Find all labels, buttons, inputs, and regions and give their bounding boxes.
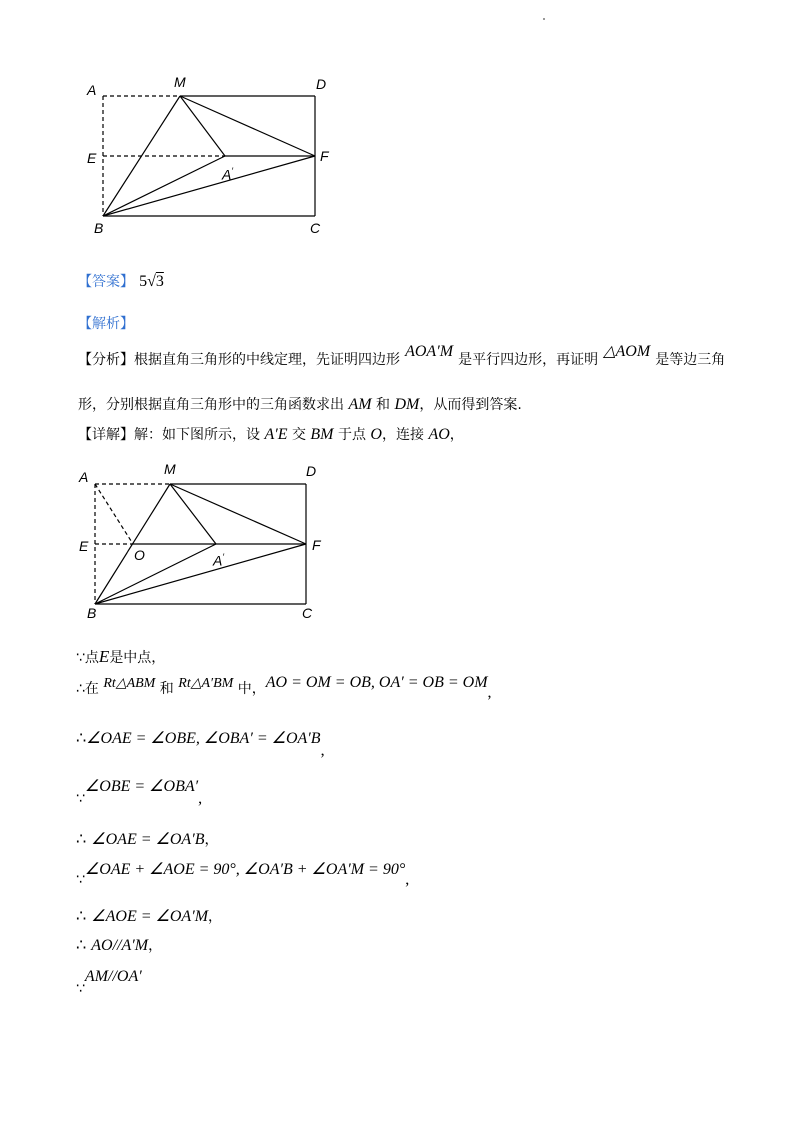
proof-l8-end: ， (148, 938, 163, 954)
proof-l2-b: 和 (155, 681, 179, 697)
fig2-label-A: A (79, 469, 89, 485)
proof-l7-eq: ∠AOE = ∠OA′M (91, 908, 209, 925)
analysis-tag: 【分析】 (78, 352, 134, 368)
fig1-MA1 (180, 96, 225, 156)
proof-l6-end: , (405, 871, 410, 888)
fig2-label-E: E (79, 538, 89, 554)
analysis-quad: AOA′M (405, 343, 454, 360)
proof-l3-eq: ∠OAE = ∠OBE, ∠OBA′ = ∠OA′B (86, 730, 321, 747)
fig1-MF (180, 96, 315, 156)
detail-bm: BM (310, 426, 334, 443)
fig1-MB (103, 96, 180, 216)
proof-line-9 (76, 966, 142, 997)
because-symbol: ∵ (76, 872, 85, 888)
proof-l6-eq: ∠OAE + ∠AOE = 90°, ∠OA′B + ∠OA′M = 90° (84, 861, 406, 878)
therefore-symbol: ∴ (76, 935, 87, 954)
detail-t5: ， (449, 427, 464, 443)
fig1-label-M: M (174, 74, 186, 90)
proof-l7-end: ， (208, 909, 223, 925)
fig1-label-D: D (316, 76, 327, 92)
proof-l8-eq: AO//A′M (91, 937, 149, 954)
detail-t2: 交 (287, 427, 311, 443)
therefore-symbol: ∴ (76, 681, 85, 697)
fig1-BA1 (103, 156, 225, 216)
proof-l1-e: E (98, 647, 110, 666)
analysis-triangle: △AOM (603, 343, 651, 360)
therefore-symbol: ∴ (76, 728, 87, 747)
proof-l2-rt1: Rt△ABM (103, 676, 156, 691)
answer-tag: 【答案】 (78, 274, 134, 290)
fig2-BF (95, 544, 306, 604)
fig2-dashed-AO (95, 484, 133, 544)
proof-l2-end: , (487, 684, 492, 701)
fig1-label-C: C (310, 220, 321, 236)
analysis-line-2 (78, 394, 522, 414)
detail-line (78, 424, 464, 444)
detail-t3: 于点 (333, 427, 371, 443)
proof-line-3 (76, 728, 325, 759)
analysis-text-1: 根据直角三角形的中线定理，先证明四边形 (134, 352, 400, 368)
fig2-label-B: B (87, 605, 97, 621)
analysis-text-2: 是平行四边形，再证明 (458, 352, 599, 368)
analysis-heading: 【解析】 (78, 316, 134, 332)
fig1-label-A: A (87, 82, 97, 98)
proof-l2-eq: AO = OM = OB, OA′ = OB = OM (265, 674, 488, 691)
fig2-label-M: M (164, 461, 176, 477)
fig2-BA1 (95, 544, 216, 604)
proof-line-5 (76, 829, 218, 849)
fig1-label-E: E (87, 150, 97, 166)
fig2-label-F: F (312, 537, 321, 553)
proof-line-8 (76, 935, 162, 955)
because-symbol: ∵ (76, 650, 85, 666)
sqrt-symbol: √3 (147, 273, 164, 290)
answer-line (78, 271, 164, 291)
analysis-text-3: 是等边三角 (655, 352, 726, 368)
proof-l2-a: 在 (84, 681, 104, 697)
detail-t4: ，连接 (381, 427, 429, 443)
detail-o: O (370, 426, 382, 443)
answer-radicand: 3 (155, 273, 164, 290)
analysis-line2-b: ，从而得到答案. (419, 397, 522, 413)
proof-l5-end: ， (204, 832, 219, 848)
detail-ae: A′E (264, 426, 288, 443)
analysis-and: 和 (371, 397, 395, 413)
analysis-line2-a: 形，分别根据直角三角形中的三角函数求出 (78, 397, 349, 413)
proof-line-7 (76, 906, 222, 926)
fig1-BF (103, 156, 315, 216)
proof-l3-end: , (320, 742, 325, 759)
proof-line-2 (76, 674, 492, 701)
proof-line-6 (76, 859, 410, 888)
detail-t1: 解：如下图所示，设 (134, 427, 265, 443)
fig2-label-D: D (306, 463, 317, 479)
because-symbol: ∵ (76, 981, 85, 997)
fig1-label-A-prime: A′ (222, 166, 234, 183)
fig2-label-C: C (302, 605, 313, 621)
answer-coefficient: 5 (139, 273, 148, 290)
proof-l2-c: 中， (233, 681, 266, 697)
proof-line-4 (76, 776, 203, 807)
fig2-MA1 (170, 484, 216, 544)
analysis-am: AM (348, 396, 372, 413)
proof-l1-b: 是中点， (109, 650, 166, 666)
stray-dot (543, 18, 545, 20)
proof-l5-eq: ∠OAE = ∠OA′B (91, 831, 205, 848)
proof-l4-end: , (198, 790, 203, 807)
detail-tag: 【详解】 (78, 427, 134, 443)
fig2-label-A-prime: A′ (213, 552, 225, 569)
detail-ao: AO (428, 426, 450, 443)
proof-l1-a: 点 (84, 650, 99, 666)
fig2-MF (170, 484, 306, 544)
because-symbol: ∵ (76, 791, 85, 807)
analysis-line-1 (78, 343, 726, 369)
fig1-label-F: F (320, 148, 329, 164)
analysis-dm: DM (394, 396, 420, 413)
fig2-MB (95, 484, 170, 604)
proof-line-1 (76, 647, 165, 667)
therefore-symbol: ∴ (76, 829, 87, 848)
proof-l4-eq: ∠OBE = ∠OBA′ (84, 778, 199, 795)
proof-l2-rt2: Rt△A′BM (178, 676, 234, 691)
therefore-symbol: ∴ (76, 906, 87, 925)
fig1-label-B: B (94, 220, 104, 236)
proof-l9-eq: AM//OA′ (84, 968, 142, 985)
fig2-label-O: O (134, 547, 145, 563)
